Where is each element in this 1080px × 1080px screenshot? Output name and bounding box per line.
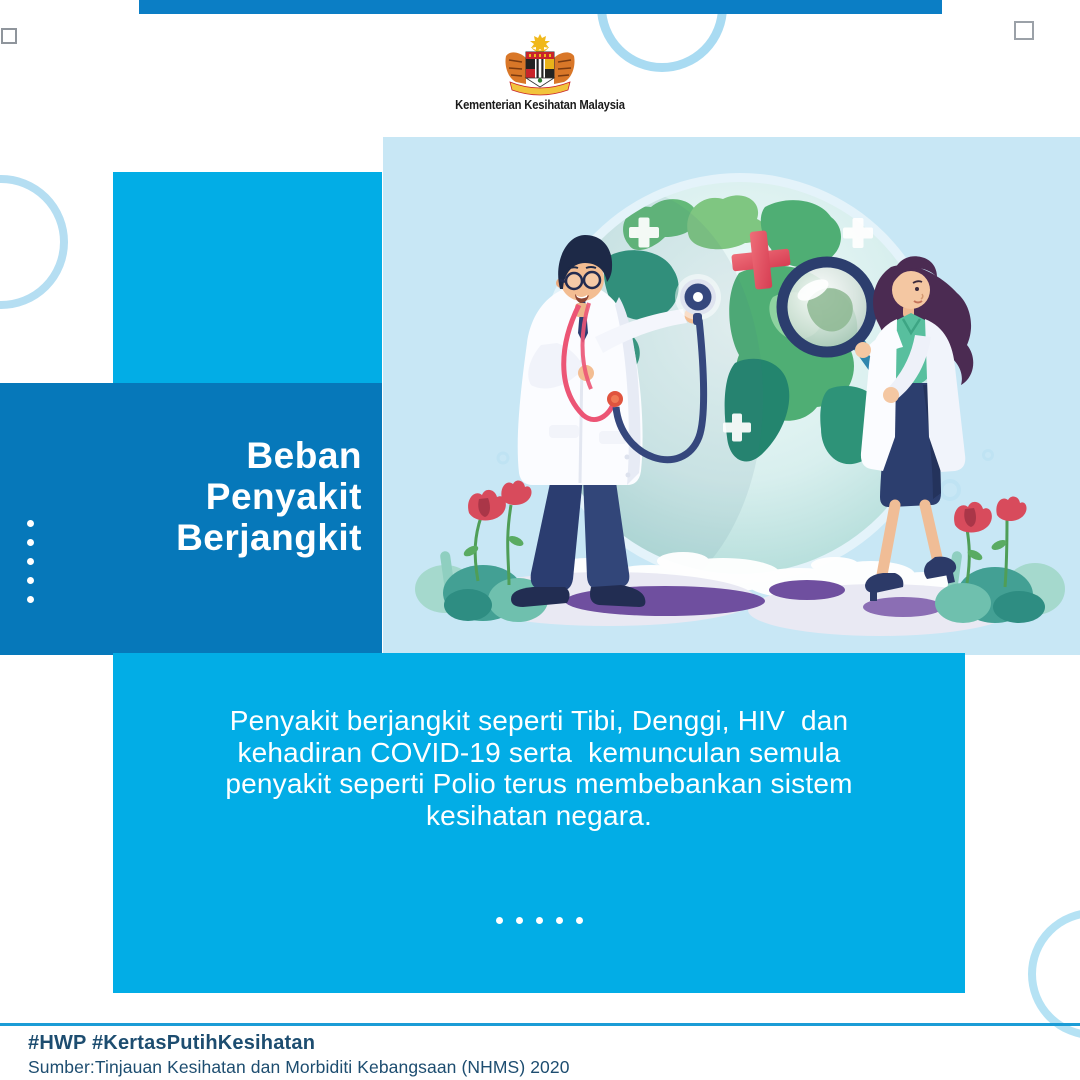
message-line: kehadiran COVID-19 serta kemunculan semula	[237, 736, 841, 768]
top-bar-decoration	[139, 0, 942, 14]
dot-decoration	[516, 917, 523, 924]
cyan-top-block	[113, 172, 382, 383]
dot-decoration	[27, 558, 34, 565]
dot-decoration	[556, 917, 563, 924]
right-flowers-icon	[935, 496, 1065, 623]
dot-decoration	[576, 917, 583, 924]
dot-decoration	[27, 577, 34, 584]
ministry-logo-block	[390, 34, 690, 112]
message-line: kesihatan negara.	[425, 799, 652, 831]
dot-decoration	[536, 917, 543, 924]
footer-text-block	[28, 1032, 570, 1078]
vertical-dots-decoration	[27, 520, 34, 603]
footer-source: Sumber:Tinjauan Kesihatan dan Morbiditi Kebangsaan (NHMS) 2020	[28, 1057, 570, 1077]
doctors-globe-illustration	[383, 137, 1080, 655]
title-panel	[0, 383, 382, 655]
title-line: Berjangkit	[176, 517, 362, 558]
ministry-name-label: Kementerian Kesihatan Malaysia	[455, 98, 625, 112]
top-right-square-decoration	[1014, 21, 1034, 40]
message-line: penyakit seperti Polio terus membebankan sistem	[225, 768, 853, 799]
illustration-panel	[383, 137, 1080, 655]
shield-icon	[526, 52, 554, 87]
message-panel	[113, 653, 965, 993]
left-circle-decoration	[0, 175, 68, 309]
dot-decoration	[27, 520, 34, 527]
page-title	[176, 435, 362, 558]
footer-divider	[0, 1023, 1080, 1026]
footer-hashtags: #HWP #KertasPutihKesihatan	[28, 1032, 316, 1054]
dot-decoration	[27, 539, 34, 546]
horizontal-dots-decoration	[113, 917, 965, 924]
message-line: Penyakit berjangkit seperti Tibi, Denggi, HIV dan	[229, 705, 849, 736]
coat-of-arms-logo	[502, 34, 578, 96]
bottom-right-circle-decoration	[1028, 909, 1080, 1039]
dot-decoration	[496, 917, 503, 924]
title-line: Penyakit	[205, 476, 362, 517]
dot-decoration	[27, 596, 34, 603]
message-text	[113, 705, 965, 831]
top-left-square-decoration	[1, 28, 17, 44]
title-line: Beban	[246, 435, 362, 476]
